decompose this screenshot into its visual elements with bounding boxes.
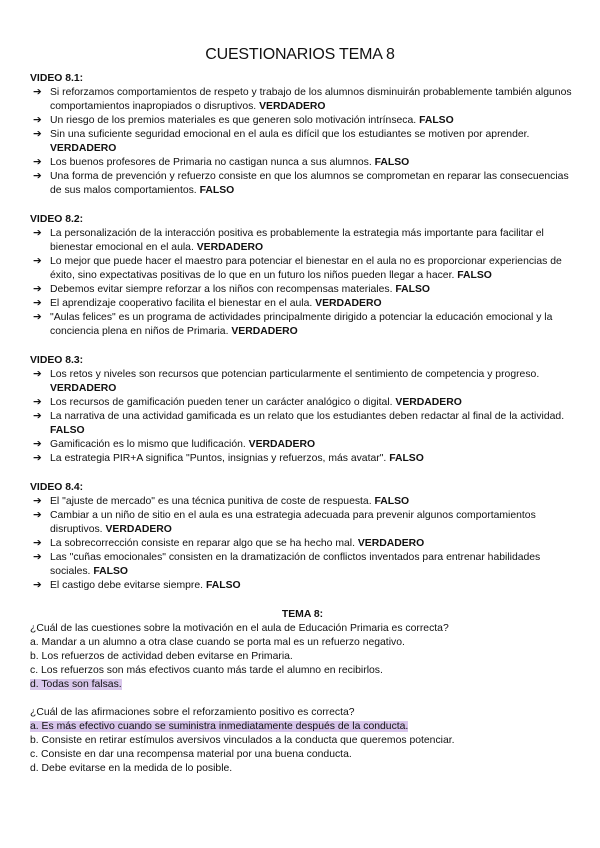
arrow-bullet-icon: ➔ <box>33 411 42 422</box>
arrow-bullet-icon: ➔ <box>33 228 42 239</box>
arrow-bullet-icon: ➔ <box>33 87 42 98</box>
answer-option: d. Debe evitarse en la medida de lo posible. <box>30 763 233 774</box>
arrow-bullet-icon: ➔ <box>33 115 42 126</box>
answer-label: VERDADERO <box>315 298 382 309</box>
section-video-8-3 <box>30 354 575 466</box>
section-video-8-4 <box>30 481 575 593</box>
list-item: ➔ Debemos evitar siempre reforzar a los niños con recompensas materiales. FALSO <box>33 284 430 295</box>
answer-label: FALSO <box>93 566 128 577</box>
answer-label: VERDADERO <box>196 242 264 253</box>
answer-option: b. Consiste en retirar estímulos aversivos vinculados a la conducta que queremos potenciar. <box>30 735 455 746</box>
section-video-8-2 <box>30 213 575 339</box>
question-text: ¿Cuál de las cuestiones sobre la motivación en el aula de Educación Primaria es correcta? <box>30 623 449 634</box>
arrow-bullet-icon: ➔ <box>33 580 42 591</box>
arrow-bullet-icon: ➔ <box>33 256 42 267</box>
answer-option-highlighted: d. Todas son falsas. <box>30 679 122 690</box>
arrow-bullet-icon: ➔ <box>33 129 42 140</box>
list-item: ➔ La personalización de la interacción positiva es probablemente la estrategia más importante para facilitar el bienestar emocional en el aula. VERDADERO <box>33 228 544 253</box>
list-item: ➔ El aprendizaje cooperativo facilita el bienestar en el aula. VERDADERO <box>33 298 382 309</box>
arrow-bullet-icon: ➔ <box>33 369 42 380</box>
answer-label: FALSO <box>50 425 85 436</box>
answer-label: VERDADERO <box>259 101 326 112</box>
question-text: ¿Cuál de las afirmaciones sobre el reforzamiento positivo es correcta? <box>30 707 355 718</box>
arrow-bullet-icon: ➔ <box>33 298 42 309</box>
answer-label: VERDADERO <box>105 524 172 535</box>
list-item: ➔ Sin una suficiente seguridad emocional en el aula es difícil que los estudiantes se motiven por aprender. VERDADERO <box>33 129 530 154</box>
answer-label: FALSO <box>395 284 430 295</box>
tema-section <box>30 608 575 776</box>
section-heading: VIDEO 8.4: <box>30 482 84 493</box>
question-block <box>30 622 575 692</box>
list-item: ➔ Gamificación es lo mismo que ludificación. VERDADERO <box>33 439 316 450</box>
answer-label: FALSO <box>205 580 241 591</box>
section-heading: VIDEO 8.3: <box>30 355 84 366</box>
answer-option: c. Consiste en dar una recompensa material por una buena conducta. <box>30 749 352 760</box>
answer-label: VERDADERO <box>231 326 298 337</box>
list-item: ➔ El castigo debe evitarse siempre. FALSO <box>33 580 241 591</box>
list-item: ➔ La sobrecorrección consiste en reparar algo que se ha hecho mal. VERDADERO <box>33 538 425 549</box>
arrow-bullet-icon: ➔ <box>33 157 42 168</box>
arrow-bullet-icon: ➔ <box>33 552 42 563</box>
answer-option: c. Los refuerzos son más efectivos cuanto más tarde el alumno en recibirlos. <box>30 665 383 676</box>
arrow-bullet-icon: ➔ <box>33 397 42 408</box>
list-item: ➔ "Aulas felices" es un programa de actividades principalmente dirigido a potenciar la educación emocional y la conciencia plena en niños de Primaria. VERDADERO <box>33 312 553 337</box>
section-heading: VIDEO 8.1: <box>30 73 84 84</box>
section-heading: VIDEO 8.2: <box>30 214 84 225</box>
answer-label: VERDADERO <box>395 397 462 408</box>
list-item: ➔ Si reforzamos comportamientos de respeto y trabajo de los alumnos disminuirán probablemente también algunos comportamientos inapropiados o disruptivos. VERDADERO <box>33 87 572 112</box>
question-block <box>30 706 575 776</box>
list-item: ➔ La estrategia PIR+A significa "Puntos, insignias y refuerzos, más avatar". FALSO <box>33 453 424 464</box>
answer-label: FALSO <box>374 496 410 507</box>
arrow-bullet-icon: ➔ <box>33 171 42 182</box>
arrow-bullet-icon: ➔ <box>33 496 42 507</box>
answer-label: VERDADERO <box>50 383 117 394</box>
tema-heading: TEMA 8: <box>281 609 324 620</box>
list-item: ➔ Las "cuñas emocionales" consisten en la dramatización de conflictos inventados para entrenar habilidades sociales. FALSO <box>33 552 541 577</box>
answer-label: FALSO <box>199 185 235 196</box>
arrow-bullet-icon: ➔ <box>33 439 42 450</box>
list-item: ➔ Los recursos de gamificación pueden tener un carácter analógico o digital. VERDADERO <box>33 397 462 408</box>
arrow-bullet-icon: ➔ <box>33 453 42 464</box>
answer-label: VERDADERO <box>248 439 316 450</box>
list-item: ➔ El "ajuste de mercado" es una técnica punitiva de coste de respuesta. FALSO <box>33 496 410 507</box>
arrow-bullet-icon: ➔ <box>33 510 42 521</box>
document-content <box>30 72 575 776</box>
arrow-bullet-icon: ➔ <box>33 538 42 549</box>
answer-label: FALSO <box>457 270 492 281</box>
answer-option: b. Los refuerzos de actividad deben evitarse en Primaria. <box>30 651 293 662</box>
answer-label: VERDADERO <box>357 538 425 549</box>
list-item: ➔ La narrativa de una actividad gamificada es un relato que los estudiantes deben redactar al final de la actividad. FALSO <box>33 411 565 436</box>
list-item: ➔ Los retos y niveles son recursos que potencian particularmente el sentimiento de competencia y progreso. VERDADERO <box>33 369 540 394</box>
list-item: ➔ Cambiar a un niño de sitio en el aula es una estrategia adecuada para prevenir algunos comportamientos disruptivos. VERDADERO <box>33 510 536 535</box>
list-item: ➔ Una forma de prevención y refuerzo consiste en que los alumnos se comprometan en reparar las consecuencias de sus malos comportamientos. FALSO <box>33 171 569 196</box>
document-title: CUESTIONARIOS TEMA 8 <box>205 46 395 63</box>
answer-option: a. Mandar a un alumno a otra clase cuando se porta mal es un refuerzo negativo. <box>30 637 405 648</box>
list-item: ➔ Lo mejor que puede hacer el maestro para potenciar el bienestar en el aula no es proporcionar experiencias de éxito, sino expectativas positivas de lo que en un futuro los niños pueden llegar a hacer. FALSO <box>33 256 562 281</box>
section-video-8-1 <box>30 72 575 198</box>
arrow-bullet-icon: ➔ <box>33 284 42 295</box>
answer-label: FALSO <box>374 157 410 168</box>
answer-label: VERDADERO <box>50 143 117 154</box>
answer-option-highlighted: a. Es más efectivo cuando se suministra inmediatamente después de la conducta. <box>30 721 409 732</box>
answer-label: FALSO <box>389 453 424 464</box>
answer-label: FALSO <box>419 115 454 126</box>
list-item: ➔ Un riesgo de los premios materiales es que generen solo motivación intrínseca. FALSO <box>33 115 454 126</box>
list-item: ➔ Los buenos profesores de Primaria no castigan nunca a sus alumnos. FALSO <box>33 157 410 168</box>
arrow-bullet-icon: ➔ <box>33 312 42 323</box>
